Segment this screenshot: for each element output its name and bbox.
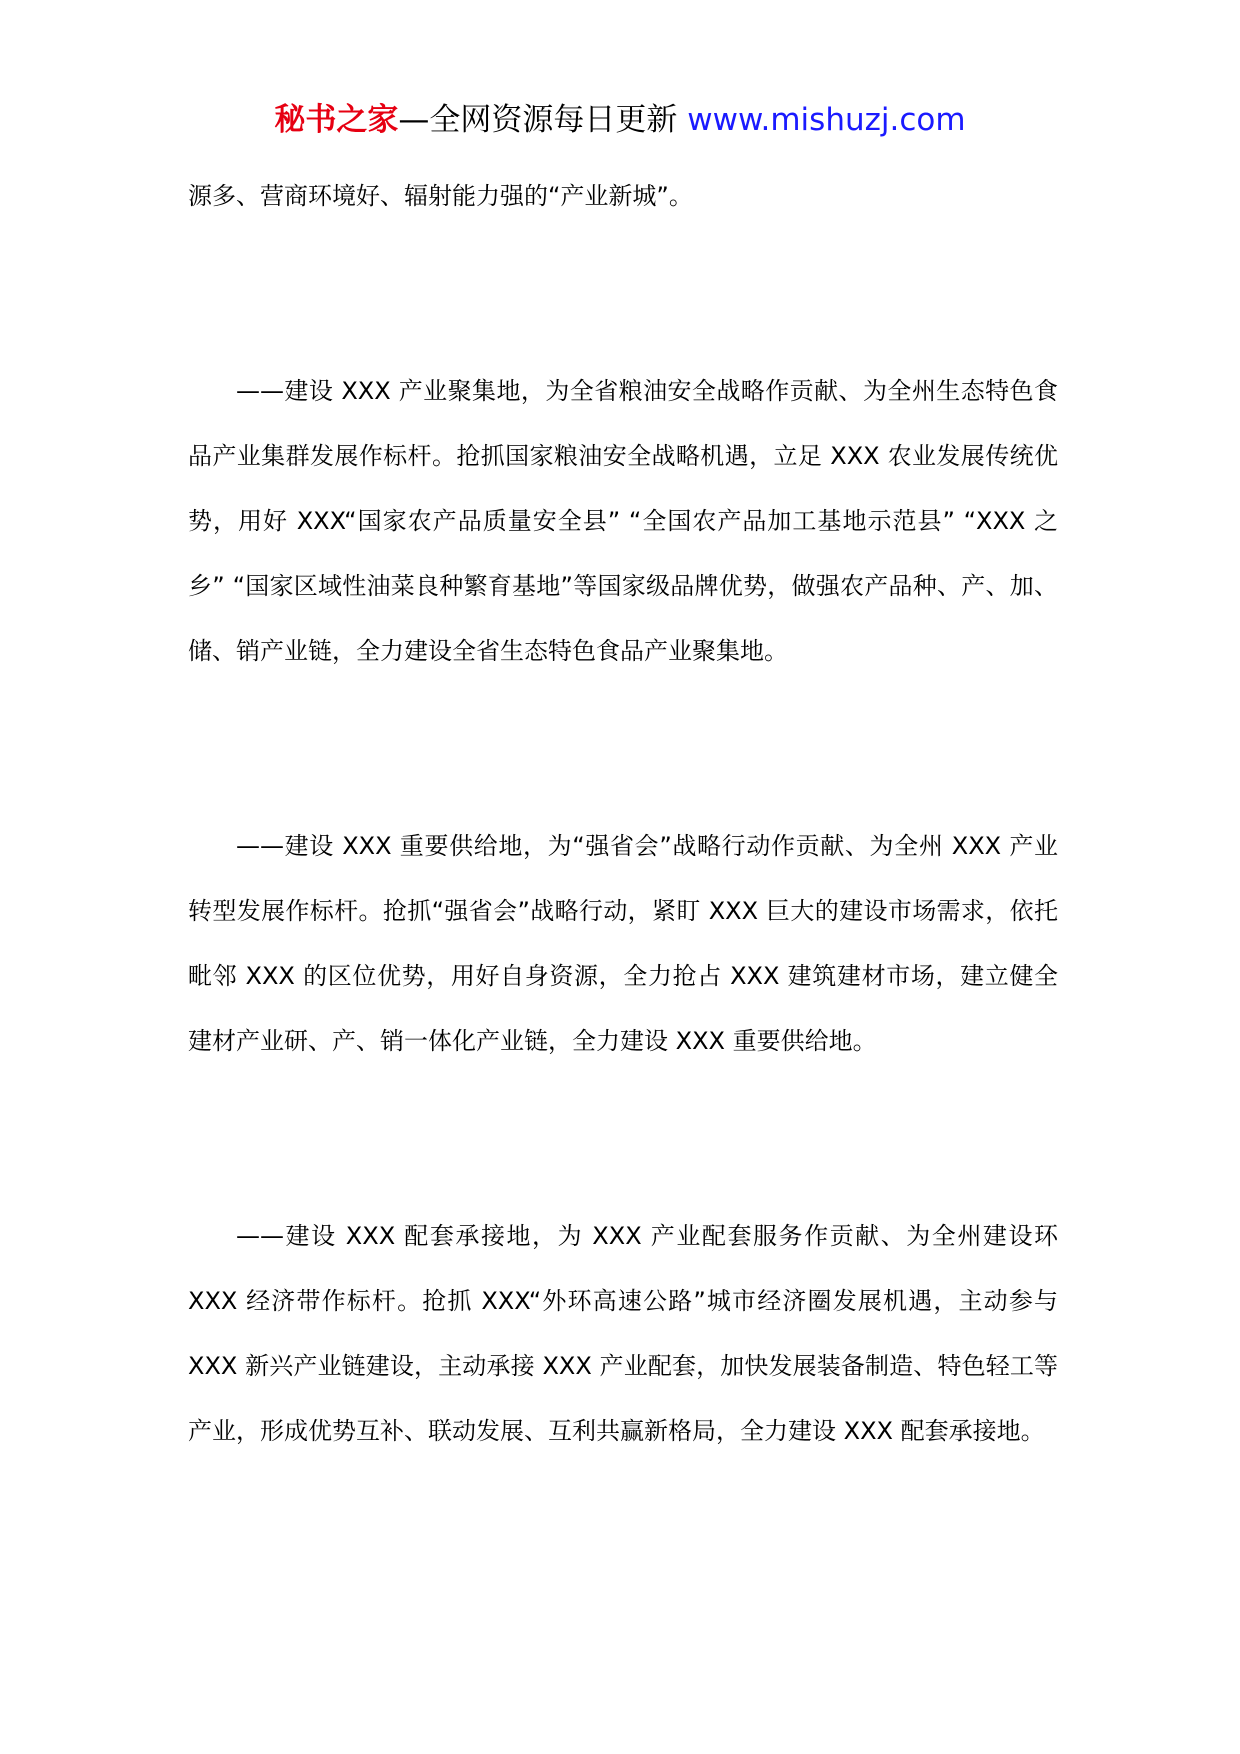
- header-tagline: —全网资源每日更新: [398, 102, 688, 138]
- paragraph-continuation: 源多、营商环境好、辐射能力强的“产业新城”。: [188, 182, 693, 210]
- paragraph-gap: [188, 229, 1058, 359]
- header-brand: 秘书之家: [274, 102, 399, 138]
- paragraph-supporting-base: ——建设 XXX 配套承接地，为 XXX 产业配套服务作贡献、为全州建设环 XXX 经济带作标杆。抢抓 XXX“外环高速公路”城市经济圈发展机遇，主动参与 XXX 新兴产业链建设，主动承接 XXX 产业配套，加快发展装备制造、特色轻工等产业，形成优势互补、联动发展、互利共赢新格局，全力建设 XXX 配套承接地。: [188, 1222, 1058, 1445]
- paragraph-supply-base: ——建设 XXX 重要供给地，为“强省会”战略行动作贡献、为全州 XXX 产业转型发展作标杆。抢抓“强省会”战略行动，紧盯 XXX 巨大的建设市场需求，依托毗邻 XXX 的区位优势，用好自身资源，全力抢占 XXX 建筑建材市场，建立健全建材产业研、产、销一体化产业链，全力建设 XXX 重要供给地。: [188, 832, 1058, 1055]
- header-url-link[interactable]: www.mishuzj.com: [687, 102, 966, 138]
- document-body: [188, 164, 1058, 1464]
- paragraph-industry-cluster: ——建设 XXX 产业聚集地，为全省粮油安全战略作贡献、为全州生态特色食品产业集群发展作标杆。抢抓国家粮油安全战略机遇，立足 XXX 农业发展传统优势，用好 XXX“国家农产品质量安全县” “全国农产品加工基地示范县” “XXX 之乡” “国家区域性油菜良种繁育基地”等国家级品牌优势，做强农产品种、产、加、储、销产业链，全力建设全省生态特色食品产业聚集地。: [188, 377, 1058, 665]
- paragraph-gap: [188, 1074, 1058, 1204]
- paragraph-gap: [188, 684, 1058, 814]
- page-header: [0, 100, 1240, 140]
